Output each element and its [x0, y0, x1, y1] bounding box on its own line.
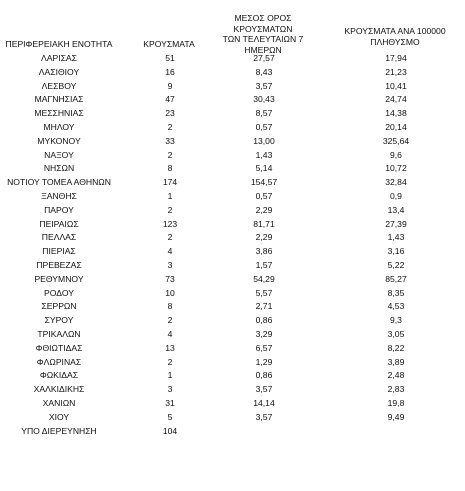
table-row	[0, 411, 465, 425]
table-row	[0, 121, 465, 135]
cell-region: ΣΥΡΟΥ	[44, 315, 74, 326]
cell-cases: 2	[167, 315, 173, 326]
cell-cases-per-100000: 10,41	[385, 80, 407, 91]
cell-cases-per-100000: 3,89	[387, 356, 405, 367]
table-row	[0, 245, 465, 259]
cell-cases: 2	[167, 232, 173, 243]
cell-seven-day-average: 0,57	[255, 121, 273, 132]
cell-cases-per-100000: 0,9	[390, 190, 402, 201]
cell-region: ΝΟΤΙΟΥ ΤΟΜΕΑ ΑΘΗΝΩΝ	[7, 177, 111, 188]
cell-cases: 47	[165, 94, 175, 105]
cell-cases: 13	[165, 342, 175, 353]
cell-region: ΜΥΚΟΝΟΥ	[37, 135, 81, 146]
table-row	[0, 342, 465, 356]
cell-cases-per-100000: 14,38	[385, 108, 407, 119]
cell-cases-per-100000: 9,3	[390, 315, 402, 326]
cell-cases-per-100000: 8,35	[387, 287, 405, 298]
table-row	[0, 300, 465, 314]
cell-cases: 1	[167, 370, 173, 381]
table-row	[0, 314, 465, 328]
table-row	[0, 162, 465, 176]
cell-cases-per-100000: 85,27	[385, 273, 407, 284]
cell-cases: 3	[167, 259, 173, 270]
cell-cases: 9	[167, 80, 173, 91]
cell-region: ΧΑΛΚΙΔΙΚΗΣ	[33, 384, 85, 395]
cell-region: ΤΡΙΚΑΛΩΝ	[37, 328, 81, 339]
cell-seven-day-average: 27,57	[253, 53, 275, 63]
cell-cases-per-100000: 17,94	[385, 53, 407, 63]
cell-seven-day-average: 0,86	[255, 315, 273, 326]
cell-cases: 123	[162, 218, 178, 229]
table-row	[0, 287, 465, 301]
cell-seven-day-average: 30,43	[253, 94, 275, 105]
cell-seven-day-average: 54,29	[253, 273, 275, 284]
cell-cases-per-100000: 1,43	[387, 232, 405, 243]
cell-region: ΦΩΚΙΔΑΣ	[39, 370, 79, 381]
cell-cases-per-100000: 19,8	[387, 397, 405, 408]
table-row	[0, 231, 465, 245]
cell-region: ΛΕΣΒΟΥ	[41, 80, 77, 91]
cell-cases: 4	[167, 246, 173, 257]
cell-seven-day-average: 3,86	[255, 246, 273, 257]
table-row	[0, 52, 465, 66]
cell-cases: 51	[165, 53, 175, 63]
cell-region: ΠΙΕΡΙΑΣ	[42, 246, 76, 257]
table-row	[0, 93, 465, 107]
table-row	[0, 356, 465, 370]
cell-region: ΥΠΟ ΔΙΕΡΕΥΝΗΣΗ	[21, 425, 97, 436]
cell-cases-per-100000: 325,64	[382, 135, 410, 146]
cell-cases-per-100000: 20,14	[385, 121, 407, 132]
cell-region: ΦΘΙΩΤΙΔΑΣ	[35, 342, 83, 353]
cell-seven-day-average: 8,57	[255, 108, 273, 119]
cell-cases: 5	[167, 411, 173, 422]
cell-cases: 174	[162, 177, 178, 188]
cell-region: ΠΕΛΛΑΣ	[41, 232, 77, 243]
cell-cases: 73	[165, 273, 175, 284]
cell-region: ΣΕΡΡΩΝ	[41, 301, 77, 312]
column-header-cases: ΚΡΟΥΣΜΑΤΑ	[143, 39, 195, 49]
cell-cases: 1	[167, 190, 173, 201]
cell-seven-day-average: 13,00	[253, 135, 275, 146]
cell-cases: 31	[165, 397, 175, 408]
cell-region: ΛΑΣΙΘΙΟΥ	[38, 66, 80, 77]
cell-seven-day-average: 0,86	[255, 370, 273, 381]
cell-seven-day-average: 2,29	[255, 232, 273, 243]
cell-cases-per-100000: 8,22	[387, 342, 405, 353]
cell-region: ΠΡΕΒΕΖΑΣ	[36, 259, 82, 270]
cell-seven-day-average: 8,43	[255, 66, 273, 77]
cell-cases-per-100000: 9,6	[390, 149, 402, 160]
cell-cases-per-100000: 4,53	[387, 301, 405, 312]
cell-seven-day-average: 1,29	[255, 356, 273, 367]
table-body	[0, 52, 465, 438]
cell-cases-per-100000: 21,23	[385, 66, 407, 77]
table-row	[0, 383, 465, 397]
table-row	[0, 149, 465, 163]
cell-cases: 8	[167, 301, 173, 312]
cell-cases: 23	[165, 108, 175, 119]
cell-cases: 3	[167, 384, 173, 395]
column-header-region: ΠΕΡΙΦΕΡΕΙΑΚΗ ΕΝΟΤΗΤΑ	[5, 39, 113, 49]
cell-cases-per-100000: 2,48	[387, 370, 405, 381]
cell-region: ΜΑΓΝΗΣΙΑΣ	[34, 94, 84, 105]
cell-seven-day-average: 3,57	[255, 411, 273, 422]
cell-region: ΧΙΟΥ	[48, 411, 70, 422]
cell-cases: 2	[167, 204, 173, 215]
cell-cases-per-100000: 24,74	[385, 94, 407, 105]
cell-seven-day-average: 3,57	[255, 80, 273, 91]
cell-cases-per-100000: 3,16	[387, 246, 405, 257]
column-header-seven-day-average: ΜΕΣΟΣ ΟΡΟΣ ΚΡΟΥΣΜΑΤΩΝ ΤΩΝ ΤΕΛΕΥΤΑΙΩΝ 7 ΗΜΕΡΩΝ	[222, 13, 304, 55]
cell-seven-day-average: 14,14	[253, 397, 275, 408]
cell-cases-per-100000: 2,83	[387, 384, 405, 395]
cell-cases-per-100000: 13,4	[387, 204, 405, 215]
cell-cases-per-100000: 5,22	[387, 259, 405, 270]
table-header	[0, 0, 465, 55]
table-row	[0, 273, 465, 287]
cell-seven-day-average: 2,71	[255, 301, 273, 312]
cell-seven-day-average: 81,71	[253, 218, 275, 229]
cell-region: ΠΕΙΡΑΙΩΣ	[39, 218, 79, 229]
table-row	[0, 369, 465, 383]
cell-cases: 104	[162, 425, 178, 436]
cell-cases: 2	[167, 356, 173, 367]
cell-cases-per-100000: 27,39	[385, 218, 407, 229]
cell-cases: 16	[165, 66, 175, 77]
table-row	[0, 135, 465, 149]
cell-seven-day-average: 0,57	[255, 190, 273, 201]
cell-seven-day-average: 5,57	[255, 287, 273, 298]
cell-region: ΜΗΛΟΥ	[43, 121, 75, 132]
cell-seven-day-average: 2,29	[255, 204, 273, 215]
cell-cases-per-100000: 10,72	[385, 163, 407, 174]
cell-cases: 8	[167, 163, 173, 174]
cell-seven-day-average: 154,57	[250, 177, 278, 188]
table-row	[0, 107, 465, 121]
cell-region: ΝΑΞΟΥ	[44, 149, 74, 160]
cell-seven-day-average: 1,57	[255, 259, 273, 270]
cell-region: ΝΗΣΩΝ	[43, 163, 75, 174]
cell-cases: 33	[165, 135, 175, 146]
table-row	[0, 328, 465, 342]
cell-region: ΦΛΩΡΙΝΑΣ	[36, 356, 82, 367]
cell-region: ΡΟΔΟΥ	[44, 287, 74, 298]
table-row	[0, 66, 465, 80]
table-row	[0, 397, 465, 411]
cell-region: ΜΕΣΣΗΝΙΑΣ	[34, 108, 84, 119]
table-row	[0, 218, 465, 232]
cell-cases-per-100000: 32,84	[385, 177, 407, 188]
cell-region: ΠΑΡΟΥ	[44, 204, 74, 215]
cell-seven-day-average: 3,57	[255, 384, 273, 395]
cell-region: ΡΕΘΥΜΝΟΥ	[34, 273, 84, 284]
cell-seven-day-average: 3,29	[255, 328, 273, 339]
cell-seven-day-average: 5,14	[255, 163, 273, 174]
cell-cases: 4	[167, 328, 173, 339]
cell-cases: 10	[165, 287, 175, 298]
cell-region: ΛΑΡΙΣΑΣ	[41, 53, 77, 63]
cell-cases: 2	[167, 149, 173, 160]
table-row	[0, 176, 465, 190]
cell-seven-day-average: 6,57	[255, 342, 273, 353]
table-row	[0, 190, 465, 204]
cell-cases-per-100000: 9,49	[387, 411, 405, 422]
cell-cases: 2	[167, 121, 173, 132]
cell-cases-per-100000: 3,05	[387, 328, 405, 339]
table-row	[0, 204, 465, 218]
table-row	[0, 80, 465, 94]
column-header-cases-per-100000: ΚΡΟΥΣΜΑΤΑ ΑΝΑ 100000 ΠΛΗΘΥΣΜΟ	[344, 26, 446, 47]
cell-region: ΧΑΝΙΩΝ	[42, 397, 76, 408]
table-row	[0, 259, 465, 273]
cell-region: ΞΑΝΘΗΣ	[41, 190, 77, 201]
cell-seven-day-average: 1,43	[255, 149, 273, 160]
table-row	[0, 425, 465, 439]
